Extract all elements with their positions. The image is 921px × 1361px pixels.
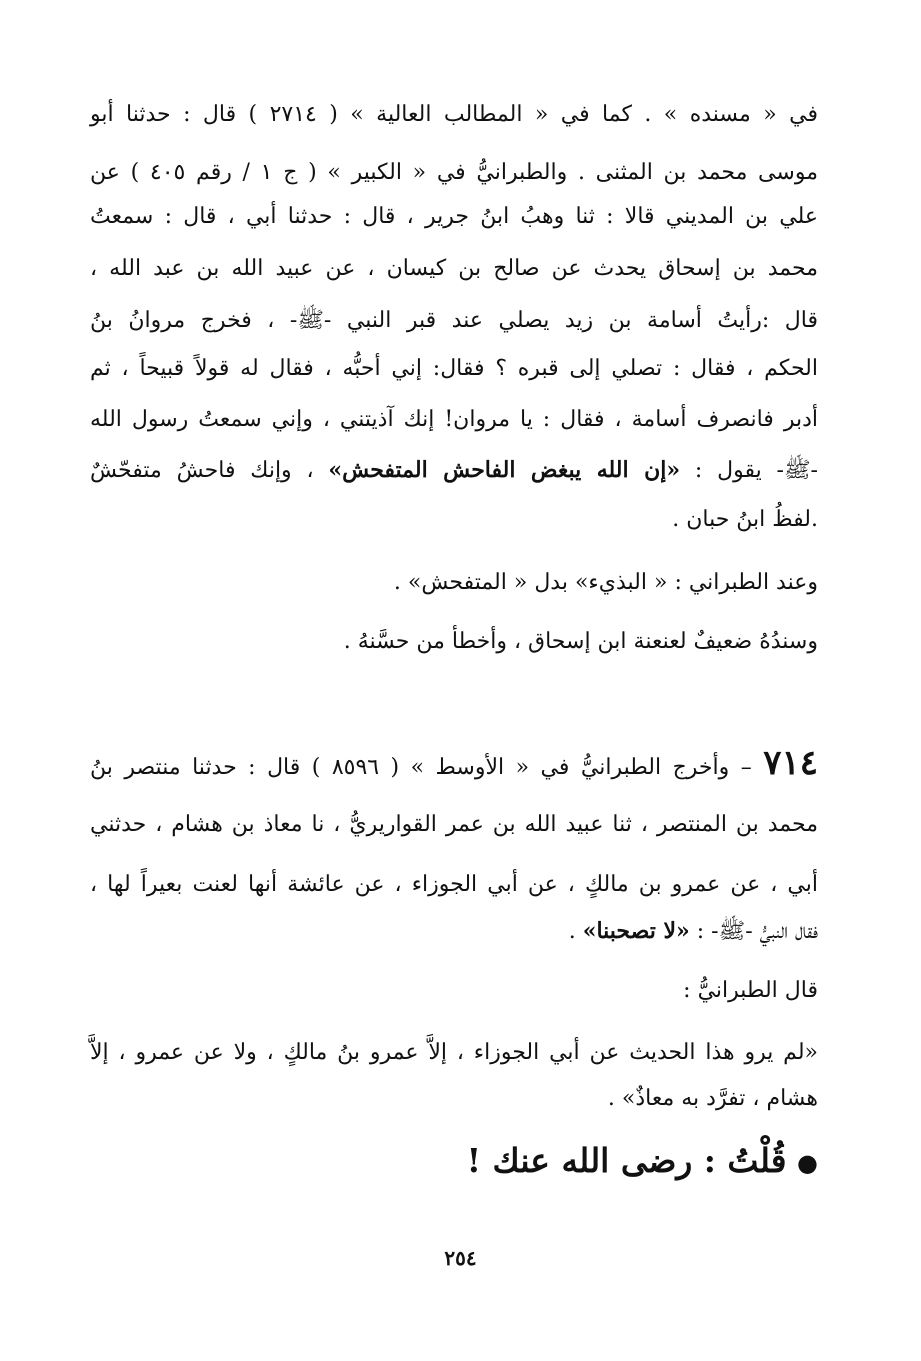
text-segment: . — [568, 919, 583, 944]
text-line: محمد بن المنتصر ، ثنا عبيد الله بن عمر القواريريُّ ، نا معاذ بن هشام ، حدثني — [90, 812, 818, 837]
note-tabarani-variant: وعند الطبراني : « البذيء» بدل « المتفحش» . — [393, 570, 818, 595]
text-line: أبي ، عن عمرو بن مالكٍ ، عن أبي الجوزاء ، عن عائشة أنها لعنت بعيراً لها ، — [90, 872, 818, 897]
hadith-number: ٧١٤ — [763, 743, 818, 783]
text-line: الحكم ، فقال : تصلي إلى قبره ؟ فقال: إني أحبُّه ، فقال له قولاً قبيحاً ، ثم — [90, 356, 818, 381]
text-line: قال :رأيتُ أسامة بن زيد يصلي عند قبر النبي -ﷺ- ، فخرج مروانُ بنُ — [90, 308, 818, 333]
text-segment: -ﷺ- يقول : — [680, 458, 818, 483]
text-line — [90, 455, 818, 486]
text-line: محمد بن إسحاق يحدث عن صالح بن كيسان ، عن عبيد الله بن عبد الله ، — [90, 256, 818, 281]
text-line: .لفظُ ابنُ حبان . — [672, 507, 818, 532]
hadith-quote: «لا تصحبنا» — [582, 918, 690, 944]
text-segment: فقال النبيُّ -ﷺ- : — [689, 919, 818, 944]
text-line: علي بن المديني قالا : ثنا وهبُ ابنُ جرير ، قال : حدثنا أبي ، قال : سمعتُ — [90, 204, 818, 229]
note-isnad-weak: وسندُهُ ضعيفٌ لعنعنة ابن إسحاق ، وأخطأ من حسَّنهُ . — [343, 629, 818, 654]
qult-heading — [90, 1138, 818, 1186]
text-line — [90, 743, 818, 783]
tabarani-said-label: قال الطبرانيُّ : — [683, 978, 818, 1003]
bullet-icon: ● — [797, 1149, 818, 1177]
text-line: أدبر فانصرف أسامة ، فقال : يا مروان! إنك آذيتني ، وإني سمعتُ رسول الله — [90, 407, 818, 432]
page-number: ٢٥٤ — [444, 1246, 477, 1270]
text-line: موسى محمد بن المثنى . والطبرانيُّ في « الكبير » ( ج ١ / رقم ٤٠٥ ) عن — [90, 160, 818, 185]
text-line: «لم يرو هذا الحديث عن أبي الجوزاء ، إلاَّ عمرو بنُ مالكٍ ، ولا عن عمرو ، إلاَّ — [90, 1040, 818, 1065]
text-segment: ، وإنك فاحشُ متفحّشٌ — [90, 458, 329, 483]
text-segment: – وأخرج الطبرانيُّ في « الأوسط » ( ٨٥٩٦ ) قال : حدثنا منتصر بنُ — [90, 755, 764, 780]
text-line — [90, 916, 818, 947]
text-line: في « مسنده » . كما في « المطالب العالية » ( ٢٧١٤ ) قال : حدثنا أبو — [90, 102, 818, 127]
hadith-quote: «إن الله يبغض الفاحش المتفحش» — [328, 457, 681, 483]
text-line: هشام ، تفرَّد به معاذٌ» . — [607, 1086, 818, 1111]
qult-text: قُلْتُ : رضى الله عنك ! — [466, 1141, 787, 1180]
